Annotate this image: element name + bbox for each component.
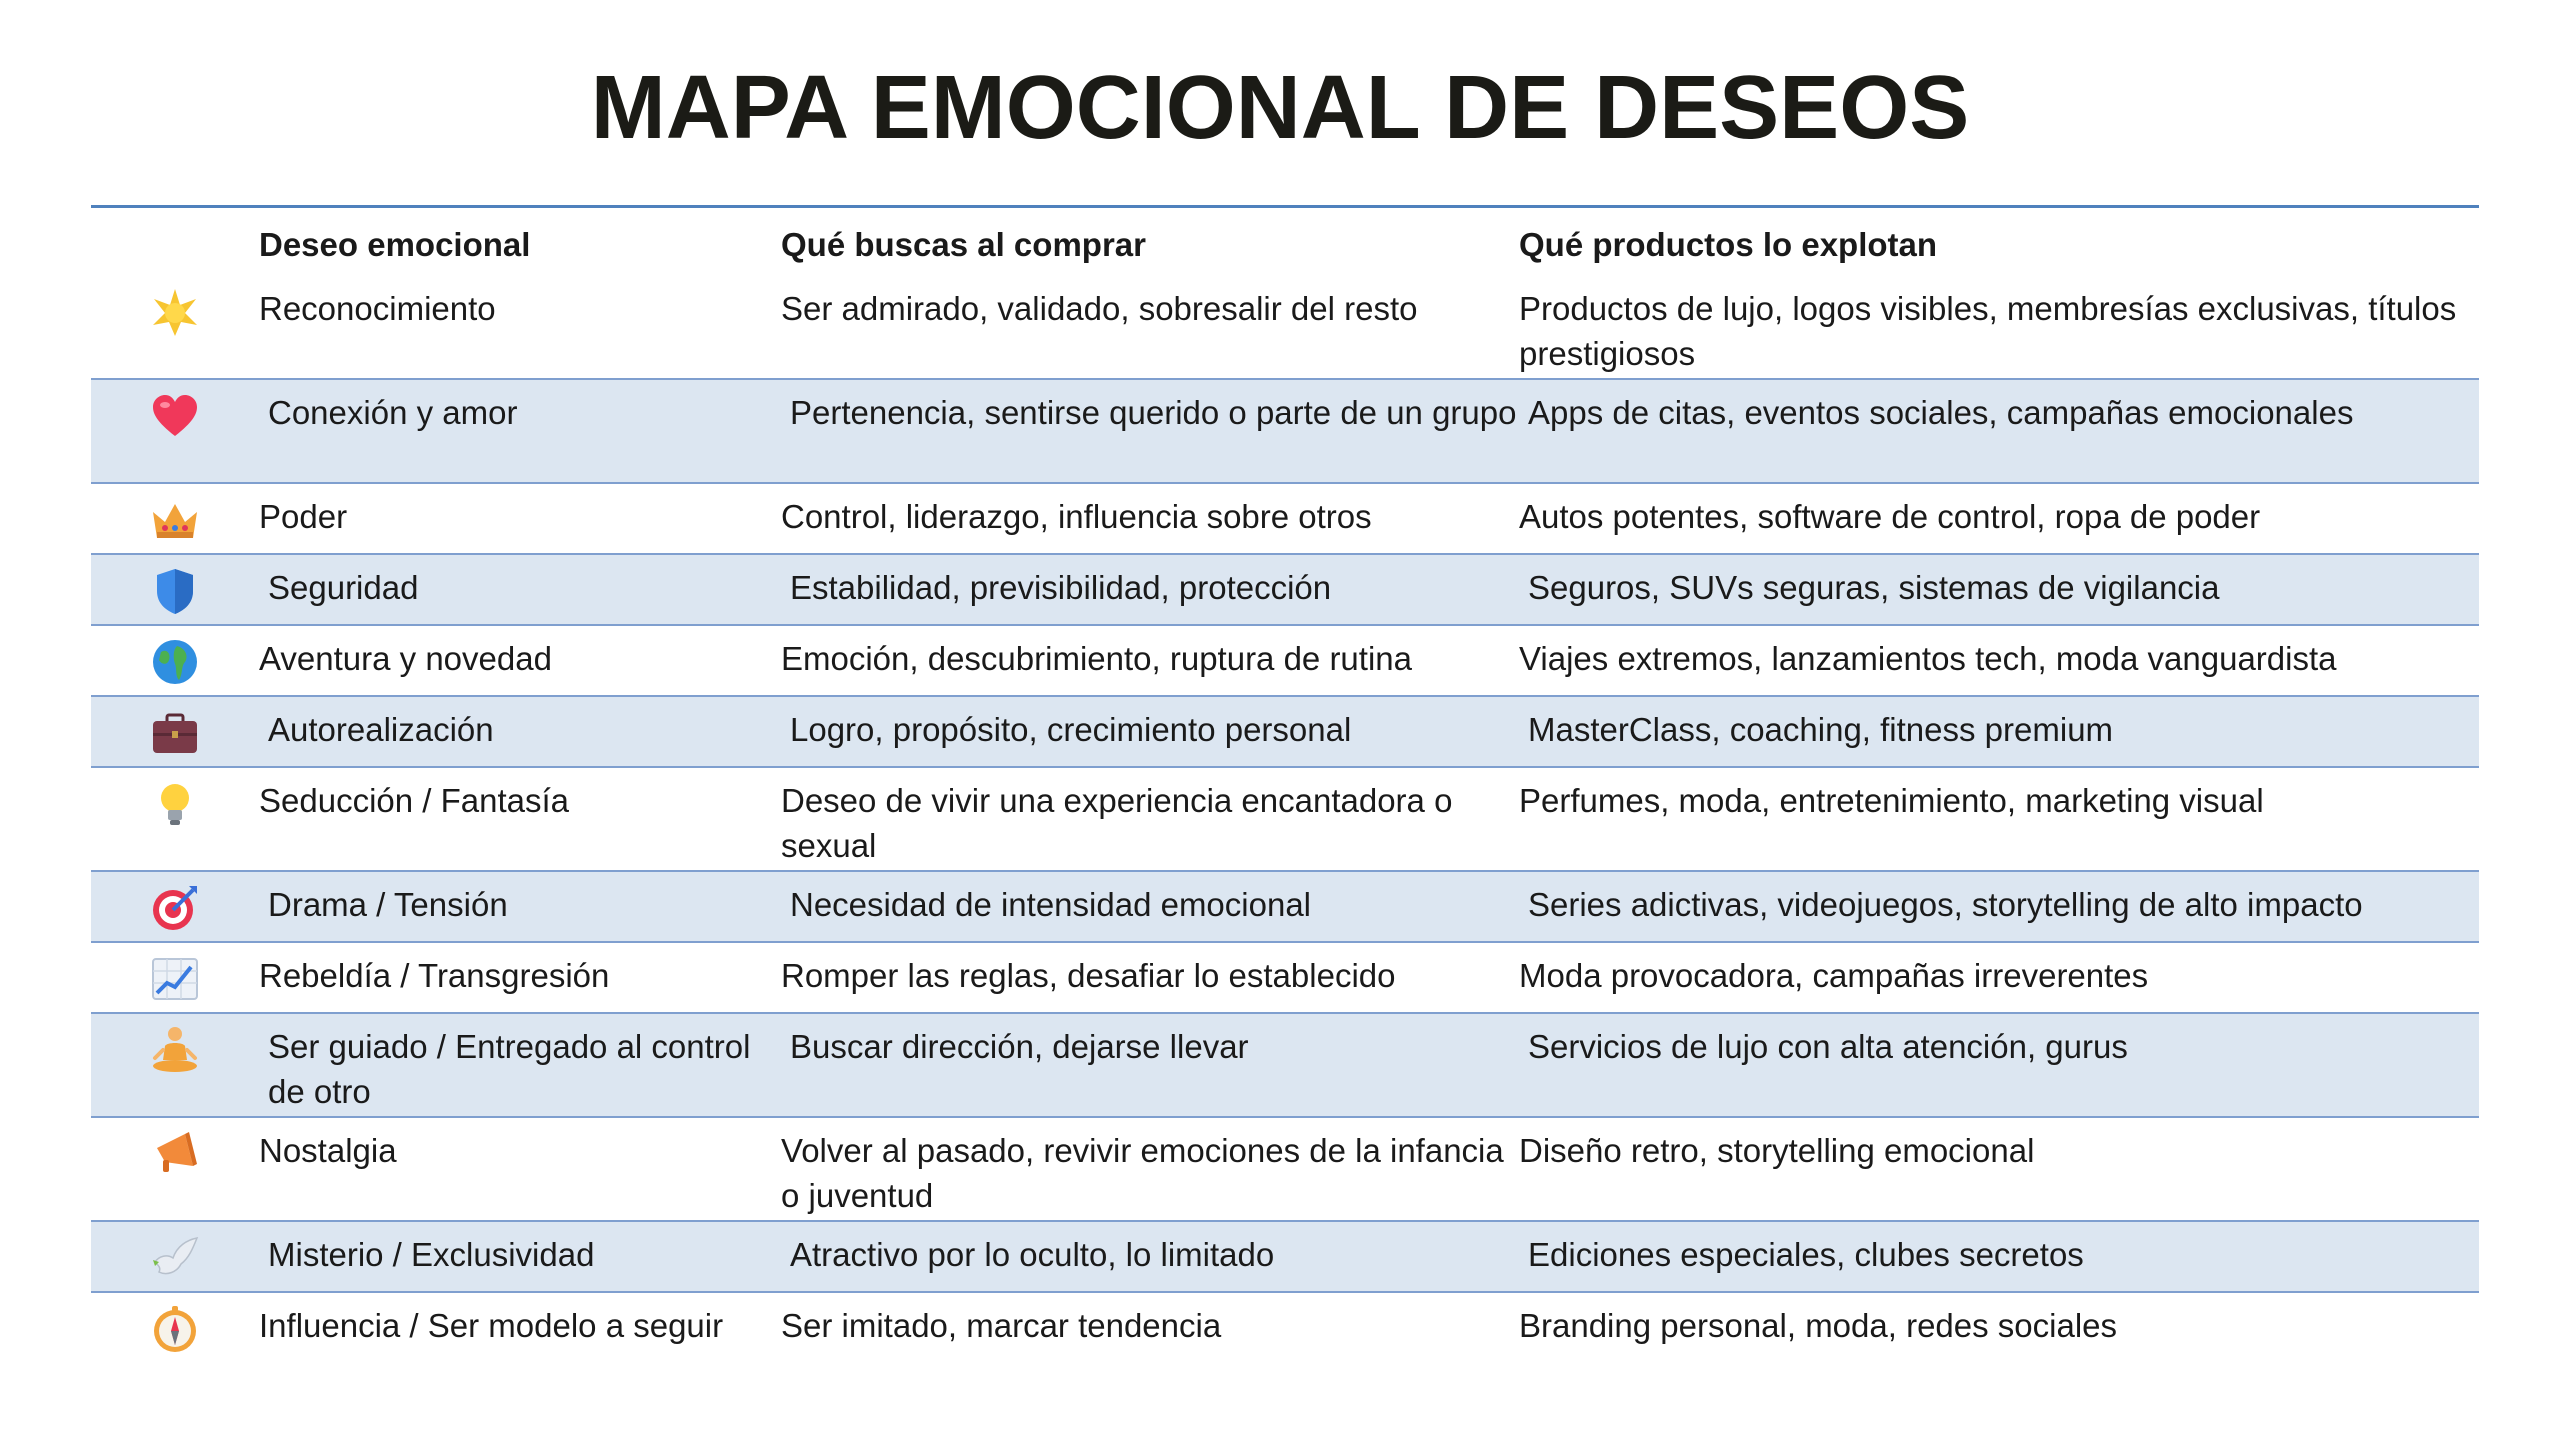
table-row [91,697,2479,768]
table-row [91,943,2479,1014]
header-busca: Qué buscas al comprar [781,226,1146,263]
row-busca: Emoción, descubrimiento, ruptura de rutina [781,640,1412,677]
megaphone-icon [149,1128,201,1180]
table-row [91,484,2479,555]
row-deseo: Aventura y novedad [259,640,552,677]
row-busca: Volver al pasado, revivir emociones de la infancia o juventud [781,1132,1504,1214]
row-deseo: Seducción / Fantasía [259,782,570,819]
row-deseo: Conexión y amor [268,394,518,431]
row-busca: Ser imitado, marcar tendencia [781,1307,1222,1344]
row-deseo: Drama / Tensión [268,886,508,923]
row-busca: Ser admirado, validado, sobresalir del resto [781,290,1418,327]
row-deseo: Misterio / Exclusividad [268,1236,595,1273]
row-productos: Branding personal, moda, redes sociales [1519,1307,2118,1344]
row-productos: Seguros, SUVs seguras, sistemas de vigilancia [1528,569,2220,606]
row-deseo: Influencia / Ser modelo a seguir [259,1307,724,1344]
table-row [91,1118,2479,1222]
row-productos: Ediciones especiales, clubes secretos [1528,1236,2084,1273]
header-productos: Qué productos lo explotan [1519,226,1938,263]
row-productos: Viajes extremos, lanzamientos tech, moda vanguardista [1519,640,2337,677]
shield-icon [149,565,201,617]
compass-icon [149,1303,201,1355]
row-busca: Buscar dirección, dejarse llevar [790,1028,1249,1065]
heart-icon [149,390,201,442]
row-busca: Estabilidad, previsibilidad, protección [790,569,1332,606]
row-deseo: Rebeldía / Transgresión [259,957,610,994]
row-busca: Logro, propósito, crecimiento personal [790,711,1352,748]
row-deseo: Ser guiado / Entregado al control de otro [268,1028,751,1110]
row-productos: Autos potentes, software de control, ropa de poder [1519,498,2261,535]
table-row [91,1293,2479,1364]
table-row [91,555,2479,626]
row-productos: Moda provocadora, campañas irreverentes [1519,957,2149,994]
row-productos: Productos de lujo, logos visibles, membresías exclusivas, títulos prestigiosos [1519,290,2457,372]
light-bulb-icon [149,778,201,830]
row-productos: Series adictivas, videojuegos, storytelling de alto impacto [1528,886,2363,923]
globe-icon [149,636,201,688]
header-icon-cell [91,222,259,276]
row-productos: Apps de citas, eventos sociales, campañas emocionales [1528,394,2354,431]
table-row [91,768,2479,872]
row-deseo: Seguridad [268,569,419,606]
table-row [91,872,2479,943]
row-productos: Perfumes, moda, entretenimiento, marketing visual [1519,782,2264,819]
table-row [91,1222,2479,1293]
row-busca: Control, liderazgo, influencia sobre otros [781,498,1372,535]
glowing-star-icon [149,286,201,338]
table-row [91,380,2479,484]
desires-table [91,205,2479,1364]
row-busca: Atractivo por lo oculto, lo limitado [790,1236,1275,1273]
row-productos: MasterClass, coaching, fitness premium [1528,711,2114,748]
row-deseo: Autorealización [268,711,494,748]
table-row [91,626,2479,697]
row-busca: Deseo de vivir una experiencia encantadora o sexual [781,782,1453,864]
row-busca: Pertenencia, sentirse querido o parte de un grupo [790,394,1517,431]
row-productos: Diseño retro, storytelling emocional [1519,1132,2035,1169]
target-icon [149,882,201,934]
row-busca: Romper las reglas, desafiar lo establecido [781,957,1396,994]
page-title: MAPA EMOCIONAL DE DESEOS [590,58,1970,158]
crown-icon [149,494,201,546]
row-deseo: Reconocimiento [259,290,496,327]
row-deseo: Poder [259,498,348,535]
meditating-person-icon [149,1024,201,1076]
row-busca: Necesidad de intensidad emocional [790,886,1312,923]
dove-icon [149,1232,201,1284]
header-deseo: Deseo emocional [259,226,531,263]
row-deseo: Nostalgia [259,1132,397,1169]
table-row [91,1014,2479,1118]
row-productos: Servicios de lujo con alta atención, gurus [1528,1028,2128,1065]
table-header-row [91,208,2479,276]
briefcase-icon [149,707,201,759]
chart-increasing-icon [149,953,201,1005]
table-row [91,276,2479,380]
